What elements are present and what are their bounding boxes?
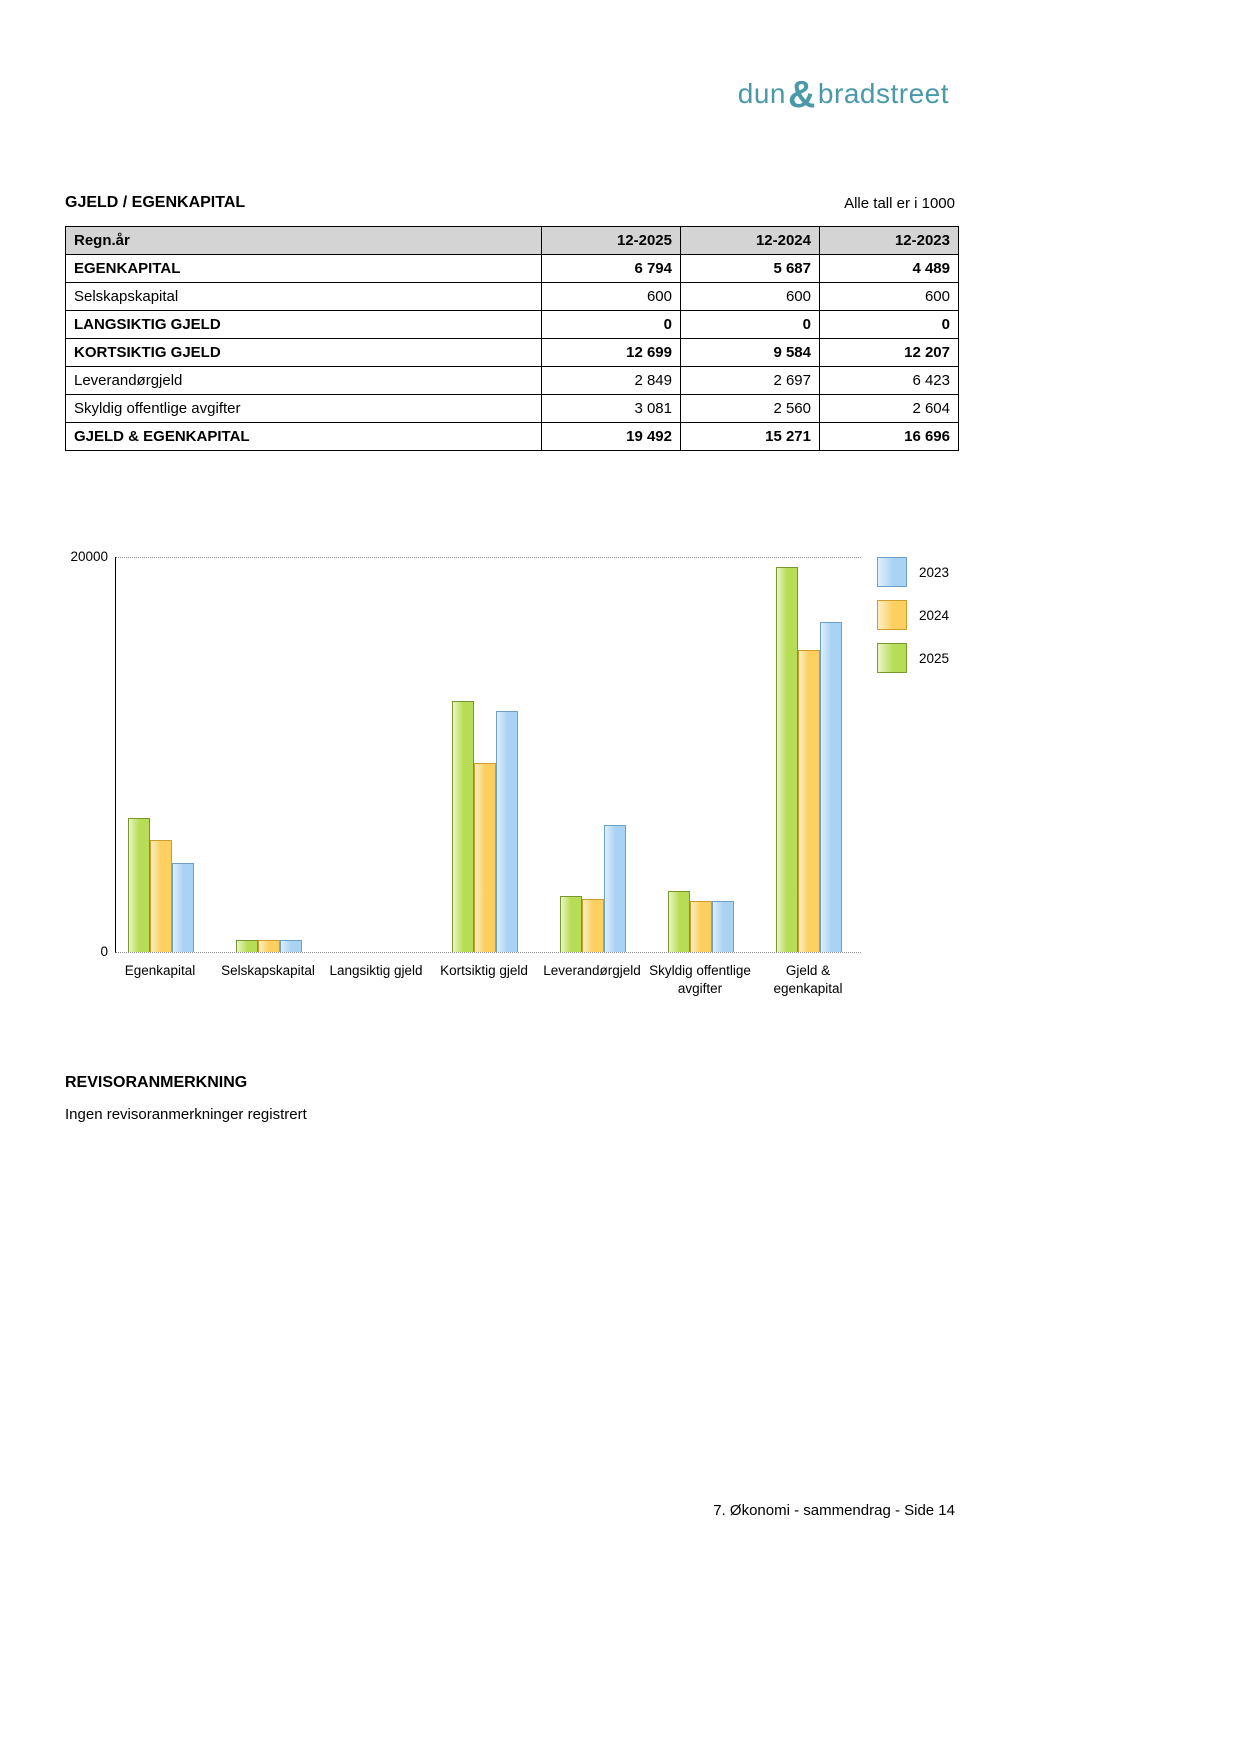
row-value: 19 492 [542, 423, 681, 451]
row-value: 15 271 [681, 423, 820, 451]
bar-group [128, 818, 194, 952]
bar-2024 [474, 763, 496, 952]
row-value: 4 489 [820, 255, 959, 283]
table-header-year: 12-2025 [542, 227, 681, 255]
bar-2024 [150, 840, 172, 952]
row-value: 12 699 [542, 339, 681, 367]
bar-2023 [820, 622, 842, 952]
bar-2025 [128, 818, 150, 952]
logo-ampersand-icon: & [787, 74, 816, 116]
row-label: LANGSIKTIG GJELD [66, 311, 542, 339]
bar-2025 [668, 891, 690, 952]
legend-swatch-2025 [877, 643, 907, 673]
revisor-text: Ingen revisoranmerkninger registrert [65, 1106, 307, 1123]
row-label: KORTSIKTIG GJELD [66, 339, 542, 367]
bar-2025 [236, 940, 258, 952]
row-label: GJELD & EGENKAPITAL [66, 423, 542, 451]
table-header-label: Regn.år [66, 227, 542, 255]
table-header-year: 12-2024 [681, 227, 820, 255]
bar-group [776, 567, 842, 952]
legend-label: 2025 [919, 650, 950, 666]
legend-item-2024 [877, 600, 949, 630]
legend-item-2023 [877, 557, 949, 587]
table-header-year: 12-2023 [820, 227, 959, 255]
legend-item-2025 [877, 643, 949, 673]
financial-table [65, 226, 959, 451]
x-axis-category-label: Kortsiktig gjeld [440, 963, 528, 978]
bar-group [452, 701, 518, 952]
bar-2023 [496, 711, 518, 952]
bar-2024 [690, 901, 712, 952]
dun-bradstreet-logo [738, 74, 949, 117]
table-row [66, 367, 959, 395]
row-value: 2 604 [820, 395, 959, 423]
y-axis-label-min: 0 [100, 944, 108, 959]
row-label: Selskapskapital [66, 283, 542, 311]
bar-group [560, 825, 626, 952]
x-axis-category-label: Leverandørgjeld [543, 963, 641, 978]
row-label: Leverandørgjeld [66, 367, 542, 395]
x-axis-category-label: Langsiktig gjeld [329, 963, 423, 978]
row-value: 0 [542, 311, 681, 339]
row-value: 3 081 [542, 395, 681, 423]
revisor-heading: REVISORANMERKNING [65, 1074, 248, 1091]
row-value: 16 696 [820, 423, 959, 451]
row-value: 5 687 [681, 255, 820, 283]
section-title: GJELD / EGENKAPITAL [65, 194, 246, 211]
row-value: 600 [681, 283, 820, 311]
row-value: 12 207 [820, 339, 959, 367]
x-axis-category-label: Egenkapital [124, 963, 196, 978]
table-row [66, 255, 959, 283]
row-value: 0 [681, 311, 820, 339]
row-label: Skyldig offentlige avgifter [66, 395, 542, 423]
section-header [65, 194, 955, 212]
legend-label: 2024 [919, 607, 950, 623]
row-value: 2 560 [681, 395, 820, 423]
logo-text-dun: dun [737, 78, 786, 109]
gridline-20000 [116, 557, 861, 558]
units-note: Alle tall er i 1000 [844, 195, 955, 212]
x-axis-category-label: Gjeld & egenkapital [773, 963, 843, 996]
row-value: 2 849 [542, 367, 681, 395]
row-value: 0 [820, 311, 959, 339]
page-footer: 7. Økonomi - sammendrag - Side 14 [713, 1502, 955, 1519]
bar-group [236, 940, 302, 952]
legend-swatch-2024 [877, 600, 907, 630]
bar-2023 [172, 863, 194, 952]
bar-group [668, 891, 734, 952]
row-value: 600 [542, 283, 681, 311]
bar-2025 [452, 701, 474, 952]
table-row [66, 283, 959, 311]
bar-2023 [604, 825, 626, 952]
x-axis-category-label: Skyldig offentlige avgifter [649, 963, 751, 996]
chart-legend [877, 557, 949, 686]
row-value: 6 423 [820, 367, 959, 395]
table-row [66, 311, 959, 339]
logo-text-bradstreet: bradstreet [817, 78, 949, 109]
table-row [66, 339, 959, 367]
x-axis-category-label: Selskapskapital [221, 963, 315, 978]
row-value: 6 794 [542, 255, 681, 283]
table-row [66, 423, 959, 451]
table-header-row [66, 227, 959, 255]
legend-label: 2023 [919, 564, 950, 580]
bar-2025 [776, 567, 798, 952]
row-value: 2 697 [681, 367, 820, 395]
legend-swatch-2023 [877, 557, 907, 587]
table-row [66, 395, 959, 423]
row-label: EGENKAPITAL [66, 255, 542, 283]
row-value: 600 [820, 283, 959, 311]
bar-2024 [798, 650, 820, 952]
bar-2024 [582, 899, 604, 952]
row-value: 9 584 [681, 339, 820, 367]
bar-2023 [712, 901, 734, 952]
bar-2024 [258, 940, 280, 952]
bar-2023 [280, 940, 302, 952]
bar-2025 [560, 896, 582, 952]
bar-chart-plot-area [115, 557, 861, 953]
y-axis-label-max: 20000 [70, 549, 108, 564]
